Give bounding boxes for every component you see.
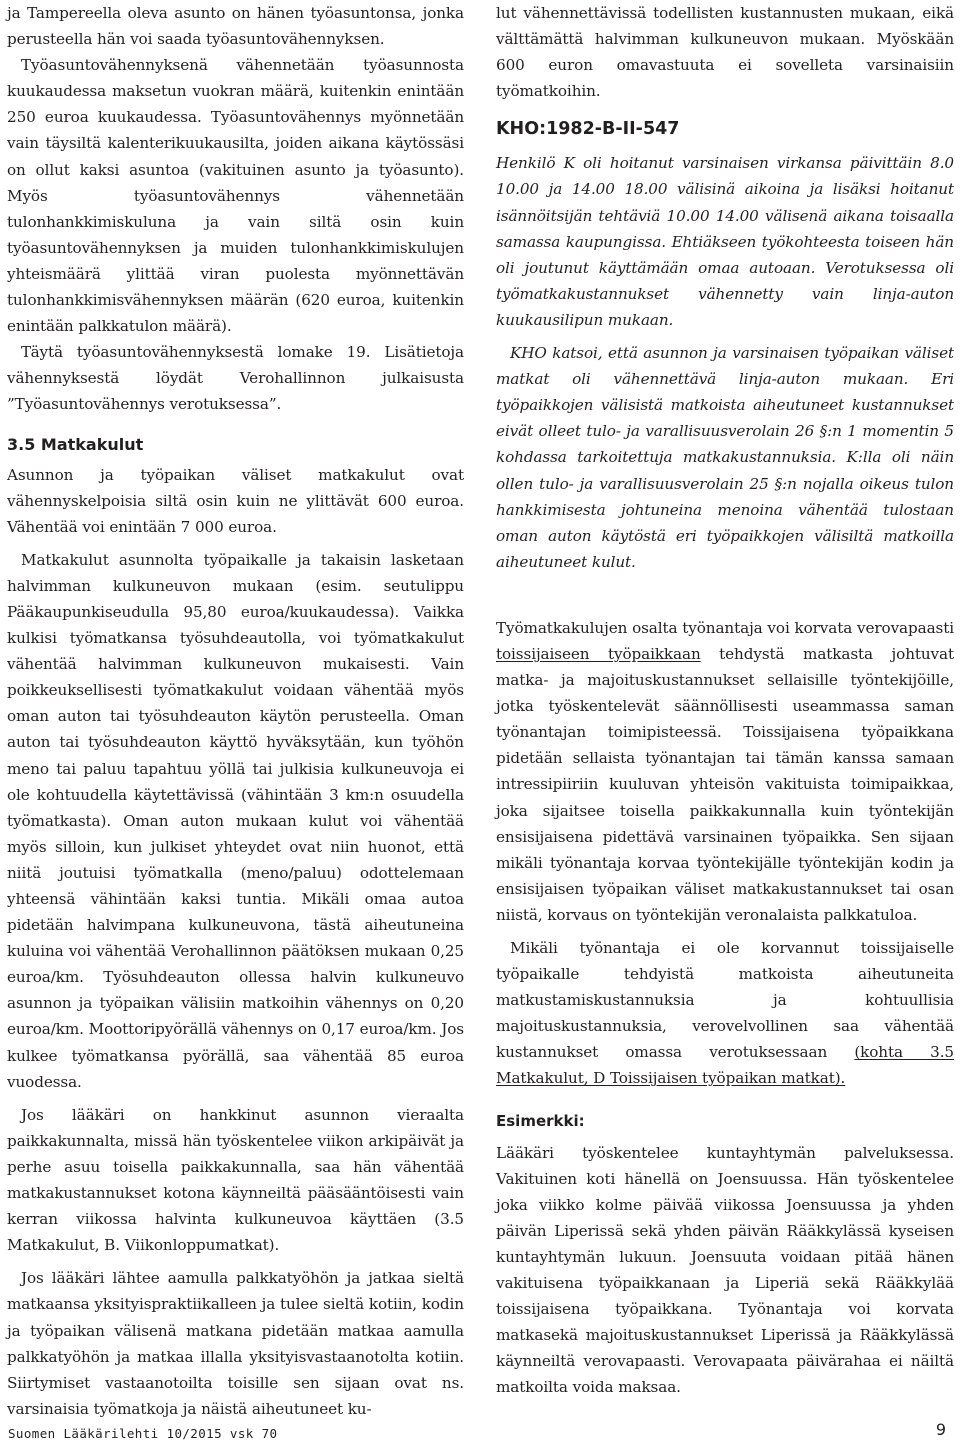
paragraph: ja Tampereella oleva asunto on hänen työasuntonsa, jonka perusteella hän voi saada työasuntovähennyksen. bbox=[7, 4, 464, 49]
right-column bbox=[496, 0, 954, 1401]
left-column bbox=[7, 0, 464, 1422]
paragraph-text: Mikäli työnantaja ei ole korvannut toissijaiselle työpaikalle tehdyistä matkoista aiheutuneita matkustamiskustannuksia ja kohtuullisia majoituskustannuksia, verovelvollinen saa vähentää kustannukset omassa verotuksessaan bbox=[496, 939, 954, 1062]
paragraph: lut vähennettävissä todellisten kustannusten mukaan, eikä välttämättä halvimman kulkuneuvon mukaan. Myöskään 600 euron omavastuuta ei sovelleta varsinaisiin työmatkoihin. bbox=[496, 4, 954, 101]
matkakulut-reference-link[interactable]: (kohta 3.5 Matkakulut, D Toissijaisen työpaikan matkat). bbox=[496, 1043, 954, 1088]
journal-footer: Suomen Lääkärilehti 10/2015 vsk 70 bbox=[8, 1426, 278, 1441]
paragraph: Matkakulut asunnolta työpaikalle ja takaisin lasketaan halvimman kulkuneuvon mukaan (esim. seutulippu Pääkaupunkiseudulla 95,80 euroa/kuukaudessa). Vaikka kulkisi työmatkansa työsuhdeautolla, voi työmatkakulut vähentää halvimman kulkuneuvon mukaisesti. Vain poikkeuksellisesti työmatkakulut voidaan vähentää myös oman auton tai työsuhdeauton käytön perusteella. Oman auton tai työsuhdeauton käyttö hyväksytään, kun työhön meno tai paluu tapahtuu yöllä tai julkisia kulkuneuvoja ei ole kohtuudella käytettävissä (vähintään 3 km:n osuudella työmatkasta). Oman auton mukaan kulut voi vähentää myös silloin, kun julkiset yhteydet ovat niin huonot, että niitä joutuisi työmatkalla (meno/paluu) odottelemaan yhteensä vähintään kaksi tuntia. Mikäli omaa autoa pidetään halvimpana kulkuneuvona, tästä aiheutuneina kuluina voi vähentää Verohallinnon päätöksen mukaan 0,25 euroa/km. Työsuhdeauton ollessa halvin kulkuneuvo asunnon ja työpaikan välisiin matkoihin vähennys on 0,20 euroa/km. Moottoripyörällä vähennys on 0,17 euroa/km. Jos kulkee työmatkansa pyörällä, saa vähentää 85 euroa vuodessa. bbox=[7, 550, 464, 1091]
paragraph: Asunnon ja työpaikan väliset matkakulut ovat vähennyskelpoisia siltä osin kuin ne ylittävät 600 euroa. Vähentää voi enintään 7 000 euroa. bbox=[7, 465, 464, 536]
paragraph bbox=[496, 935, 954, 1092]
page-number: 9 bbox=[935, 1420, 946, 1439]
paragraph: Jos lääkäri on hankkinut asunnon vieraalta paikkakunnalta, missä hän työskentelee viikon arkipäivät ja perhe asuu toisella paikkakunnalla, saa hän vähentää matkakustannukset kotona käynneiltä pääsääntöisesti vain kerran viikossa halvinta kulkuneuvoa käyttäen (3.5 Matkakulut, B. Viikonloppumatkat). bbox=[7, 1105, 464, 1255]
case-box bbox=[496, 150, 954, 575]
case-paragraph: KHO katsoi, että asunnon ja varsinaisen työpaikan väliset matkat oli vähennettävä linja-auton mukaan. Eri työpaikkojen välisistä matkoista aiheutuneet kustannukset eivät olleet tulo- ja varallisuusverolain 26 §:n 1 momentin 5 kohdassa tarkoitettuja matkakustannuksia. K:lla oli näin ollen tulo- ja varallisuusverolain 25 §:n nojalla oikeus tulon hankkimisesta johtuneina menoina vähentää tulostaan oman auton käytöstä eri työpaikkojen välisiltä matkoilla aiheutuneet kulut. bbox=[496, 344, 954, 571]
paragraph: Jos lääkäri lähtee aamulla palkkatyöhön ja jatkaa sieltä matkaansa yksityispraktiikalleen ja tulee sieltä kotiin, kodin ja työpaikan välisenä matkana pidetään matkaa aamulla palkkatyöhön ja matkaa illalla yksityisvastaanotolta kotiin. Siirtymiset vastaanotoilta toisille sen sijaan ovat ns. varsinaisia työmatkoja ja näistä aiheutuneet ku- bbox=[7, 1269, 464, 1418]
paragraph: Täytä työasuntovähennyksestä lomake 19. Lisätietoja vähennyksestä löydät Verohallinnon julkaisusta ”Työasuntovähennys verotuksessa”. bbox=[7, 343, 464, 414]
paragraph: Työasuntovähennyksenä vähennetään työasunnosta kuukaudessa maksetun vuokran määrä, kuitenkin enintään 250 euroa kuukaudessa. Työasuntovähennys myönnetään vain täysiltä kalenterikuukausilta, joiden aikana käytössäsi on ollut kaksi asuntoa (vakituinen asunto ja työasunto). Myös työasuntovähennys vähennetään tulonhankkimiskuluna ja vain siltä osin kuin työasuntovähennyksen ja muiden tulonhankkimiskulujen yhteismäärä ylittää viran puolesta myönnettävän tulonhankkimisvähennyksen määrän (620 euroa, kuitenkin enintään palkkatulon määrä). bbox=[7, 56, 464, 336]
case-paragraph: Henkilö K oli hoitanut varsinaisen virkansa päivittäin 8.0 10.00 ja 14.00 18.00 välisinä aikoina ja lisäksi hoitanut isännöitsijän tehtäviä 10.00 14.00 välisenä aikana toisaalla samassa kaupungissa. Ehtiäkseen työkohteesta toiseen hän oli joutunut käyttämään omaa autoaan. Verotuksessa oli työmatkakustannukset vähennetty vain linja-auton kuukausilipun mukaan. bbox=[496, 154, 954, 329]
section-heading: 3.5 Matkakulut bbox=[7, 434, 144, 454]
paragraph: Lääkäri työskentelee kuntayhtymän palveluksessa. Vakituinen koti hänellä on Joensuussa. Hän työskentelee joka viikko kolme päivää viikossa Joensuussa ja yhden päivän Liperissä sekä yhden päivän Rääkkylässä kyseisen kuntayhtymän lukuun. Joensuuta voidaan pitää hänen vakituisena työpaikkanaan ja Liperiä sekä Rääkkylää toissijaisena työpaikkana. Työnantaja voi korvata matkasekä majoituskustannukset Liperissä ja Rääkkylässä käynneiltä verovapaasti. Verovapaata päivärahaa ei näiltä matkoilta voida maksaa. bbox=[496, 1143, 954, 1397]
toissijainen-tyopaikka-link[interactable]: toissijaiseen työpaikkaan bbox=[496, 644, 701, 663]
example-heading: Esimerkki: bbox=[496, 1111, 585, 1130]
paragraph bbox=[496, 615, 954, 928]
paragraph-text: tehdystä matkasta johtuvat matka- ja majoituskustannukset sellaisille työntekijöille, jotka työskentelevät säännöllisesti useammassa saman työnantajan toimipisteessä. Toissijaisena työpaikkana pidetään sellaista työnantajan tai tämän kanssa samaan intressipiiriin kuuluvan yhteisön vakituista toimipaikkaa, joka sijaitsee toisella paikkakunnalla kuin työntekijän ensisijaisena pidettävä varsinainen työpaikka. Sen sijaan mikäli työnantaja korvaa työntekijälle työntekijän kodin ja ensisijaisen työpaikan väliset matkakustannukset tai osan niistä, korvaus on työntekijän veronalaista palkkatuloa. bbox=[496, 644, 954, 924]
paragraph-text: Työmatkakulujen osalta työnantaja voi korvata verovapaasti bbox=[496, 618, 954, 637]
case-heading: KHO:1982-B-II-547 bbox=[496, 119, 680, 140]
